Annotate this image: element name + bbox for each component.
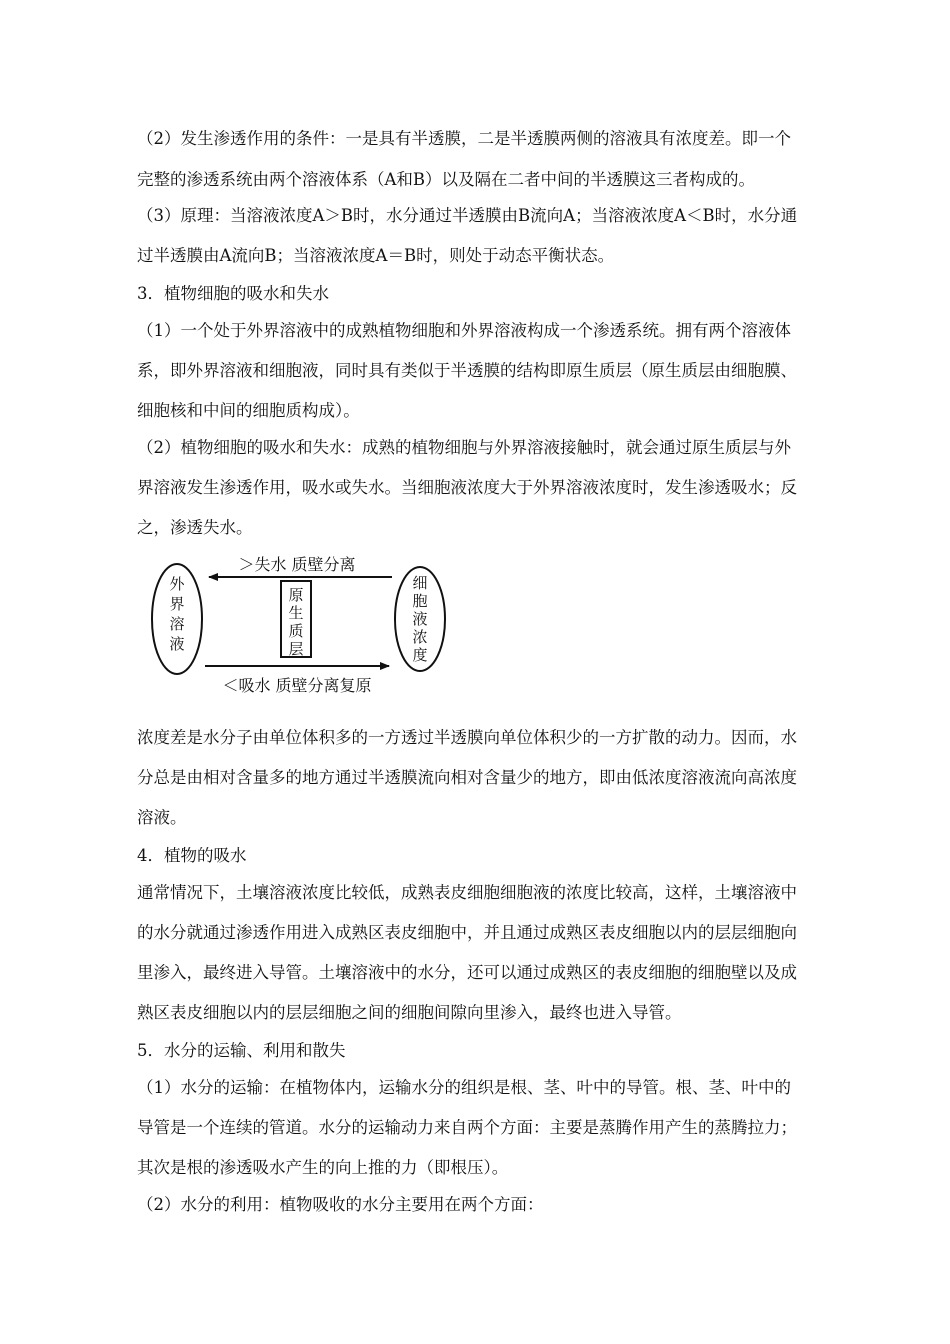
oval-char: 液 xyxy=(412,610,428,628)
paragraph-line: （1）水分的运输：在植物体内，运输水分的组织是根、茎、叶中的导管。根、茎、叶中的 xyxy=(137,1078,791,1097)
osmosis-diagram-svg xyxy=(137,553,457,703)
section-heading: 5．水分的运输、利用和散失 xyxy=(137,1041,346,1060)
bottom-arrow-label: ＜吸水 质壁分离复原 xyxy=(222,676,372,695)
paragraph-line: （2）植物细胞的吸水和失水：成熟的植物细胞与外界溶液接触时，就会通过原生质层与外 xyxy=(137,438,791,457)
section-heading: 3．植物细胞的吸水和失水 xyxy=(137,284,329,303)
oval-char: 度 xyxy=(412,646,428,664)
paragraph-line: 溶液。 xyxy=(137,808,187,827)
oval-char: 胞 xyxy=(412,592,428,610)
osmosis-diagram xyxy=(137,553,457,703)
paragraph-line: 通常情况下，土壤溶液浓度比较低，成熟表皮细胞细胞液的浓度比较高，这样，土壤溶液中 xyxy=(137,883,797,902)
paragraph-line: 细胞核和中间的细胞质构成）。 xyxy=(137,401,360,420)
paragraph-line: （1）一个处于外界溶液中的成熟植物细胞和外界溶液构成一个渗透系统。拥有两个溶液体 xyxy=(137,321,791,340)
oval-char: 溶 xyxy=(169,615,185,633)
oval-char: 外 xyxy=(169,575,185,593)
box-char: 质 xyxy=(288,622,304,640)
paragraph-line: 完整的渗透系统由两个溶液体系（A和B）以及隔在二者中间的半透膜这三者构成的。 xyxy=(137,170,756,189)
paragraph-line: 的水分就通过渗透作用进入成熟区表皮细胞中，并且通过成熟区表皮细胞以内的层层细胞向 xyxy=(137,923,797,942)
paragraph-line: 分总是由相对含量多的地方通过半透膜流向相对含量少的地方，即由低浓度溶液流向高浓度 xyxy=(137,768,797,787)
paragraph-line: 熟区表皮细胞以内的层层细胞之间的细胞间隙向里渗入，最终也进入导管。 xyxy=(137,1003,682,1022)
paragraph-line: （3）原理：当溶液浓度A＞B时，水分通过半透膜由B流向A；当溶液浓度A＜B时，水分通 xyxy=(137,206,798,225)
top-arrow-label: ＞失水 质壁分离 xyxy=(238,555,356,574)
section-heading: 4．植物的吸水 xyxy=(137,846,247,865)
oval-char: 浓 xyxy=(412,628,428,646)
paragraph-line: （2）发生渗透作用的条件：一是具有半透膜，二是半透膜两侧的溶液具有浓度差。即一个 xyxy=(137,129,791,148)
paragraph-line: 里渗入，最终进入导管。土壤溶液中的水分，还可以通过成熟区的表皮细胞的细胞壁以及成 xyxy=(137,963,797,982)
paragraph-line: 系，即外界溶液和细胞液，同时具有类似于半透膜的结构即原生质层（原生质层由细胞膜、 xyxy=(137,361,797,380)
oval-char: 细 xyxy=(412,574,428,592)
oval-char: 界 xyxy=(169,595,185,613)
paragraph-line: 导管是一个连续的管道。水分的运输动力来自两个方面：主要是蒸腾作用产生的蒸腾拉力； xyxy=(137,1118,797,1137)
box-char: 原 xyxy=(288,586,304,604)
paragraph-line: 其次是根的渗透吸水产生的向上推的力（即根压）。 xyxy=(137,1158,509,1177)
paragraph-line: 之，渗透失水。 xyxy=(137,518,253,537)
paragraph-line: （2）水分的利用：植物吸收的水分主要用在两个方面： xyxy=(137,1195,544,1214)
box-char: 生 xyxy=(288,604,304,622)
paragraph-line: 界溶液发生渗透作用，吸水或失水。当细胞液浓度大于外界溶液浓度时，发生渗透吸水；反 xyxy=(137,478,797,497)
paragraph-line: 过半透膜由A流向B；当溶液浓度A＝B时，则处于动态平衡状态。 xyxy=(137,246,615,265)
paragraph-line: 浓度差是水分子由单位体积多的一方透过半透膜向单位体积少的一方扩散的动力。因而，水 xyxy=(137,728,797,747)
oval-char: 液 xyxy=(169,635,185,653)
box-char: 层 xyxy=(288,640,304,658)
